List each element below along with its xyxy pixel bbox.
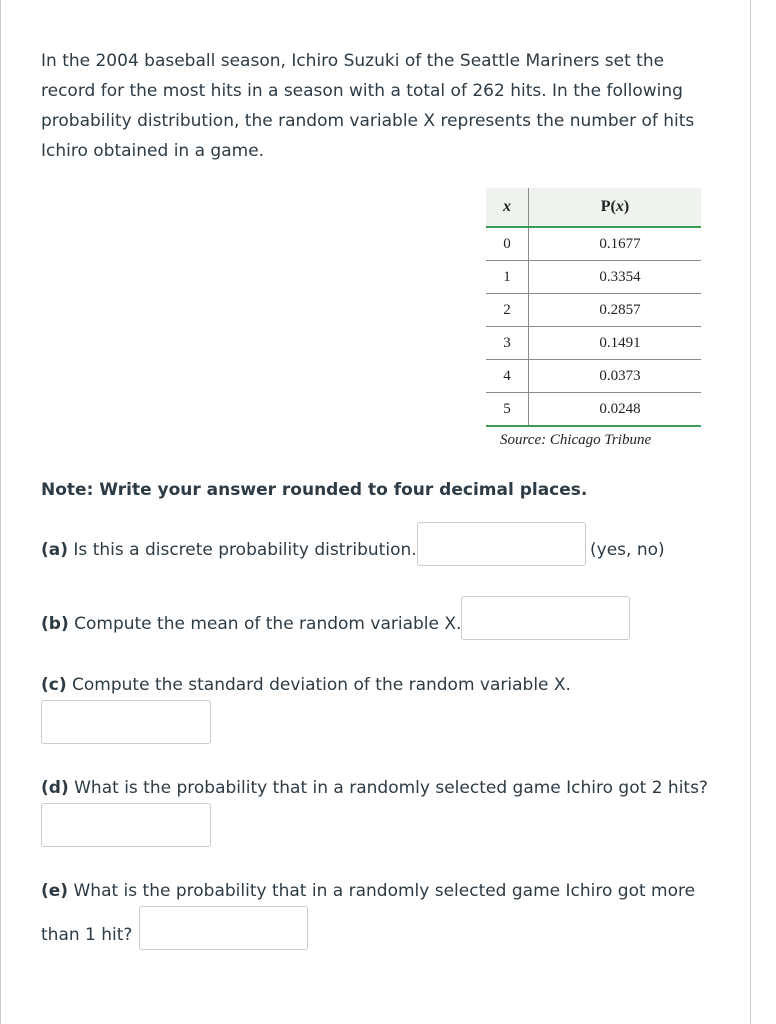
answer-b-input[interactable] <box>461 596 630 640</box>
question-e <box>41 880 695 902</box>
question-d-label: (d) <box>41 778 69 798</box>
answer-e-input[interactable] <box>139 906 308 950</box>
table-row <box>486 227 701 261</box>
question-c <box>41 674 571 696</box>
question-b <box>41 613 461 635</box>
cell-x: 0 <box>486 227 529 261</box>
question-d <box>41 777 708 799</box>
question-b-label: (b) <box>41 614 69 634</box>
cell-p: 0.1677 <box>529 227 702 261</box>
answer-c-input[interactable] <box>41 700 211 744</box>
intro-paragraph: In the 2004 baseball season, Ichiro Suzuki of the Seattle Mariners set the record for the most hits in a season with a total of 262 hits. In the following probability distribution, the random variable X represents the number of hits Ichiro obtained in a game. <box>41 51 695 161</box>
cell-x: 5 <box>486 393 529 427</box>
cell-x: 3 <box>486 327 529 360</box>
question-c-label: (c) <box>41 675 67 695</box>
question-a-label: (a) <box>41 540 69 560</box>
question-e-text: What is the probability that in a randomly selected game Ichiro got more <box>73 881 696 901</box>
cell-p: 0.0248 <box>529 393 702 427</box>
cell-x: 2 <box>486 294 529 327</box>
table-row <box>486 393 701 427</box>
question-a-text: Is this a discrete probability distribution. <box>73 540 417 560</box>
answer-a-hint: (yes, no) <box>590 540 665 560</box>
cell-p: 0.1491 <box>529 327 702 360</box>
cell-x: 4 <box>486 360 529 393</box>
question-e-label: (e) <box>41 881 69 901</box>
table-header-row <box>486 188 701 227</box>
question-b-text: Compute the mean of the random variable X. <box>74 614 462 634</box>
cell-x: 1 <box>486 261 529 294</box>
table-row <box>486 360 701 393</box>
question-a <box>41 539 417 561</box>
header-x: x <box>486 188 529 227</box>
probability-distribution-table <box>486 188 701 427</box>
table-row <box>486 294 701 327</box>
rounding-note: Note: Write your answer rounded to four decimal places. <box>41 480 588 500</box>
question-c-text: Compute the standard deviation of the random variable X. <box>72 675 571 695</box>
distribution-table-container <box>486 188 701 427</box>
answer-d-input[interactable] <box>41 803 211 847</box>
question-d-text: What is the probability that in a randomly selected game Ichiro got 2 hits? <box>74 778 708 798</box>
cell-p: 0.3354 <box>529 261 702 294</box>
table-source-caption: Source: Chicago Tribune <box>500 432 652 448</box>
answer-a-input[interactable] <box>417 522 586 566</box>
table-row <box>486 261 701 294</box>
cell-p: 0.0373 <box>529 360 702 393</box>
question-e-continued: than 1 hit? <box>41 925 133 945</box>
cell-p: 0.2857 <box>529 294 702 327</box>
header-px: P(x) <box>529 188 702 227</box>
table-row <box>486 327 701 360</box>
